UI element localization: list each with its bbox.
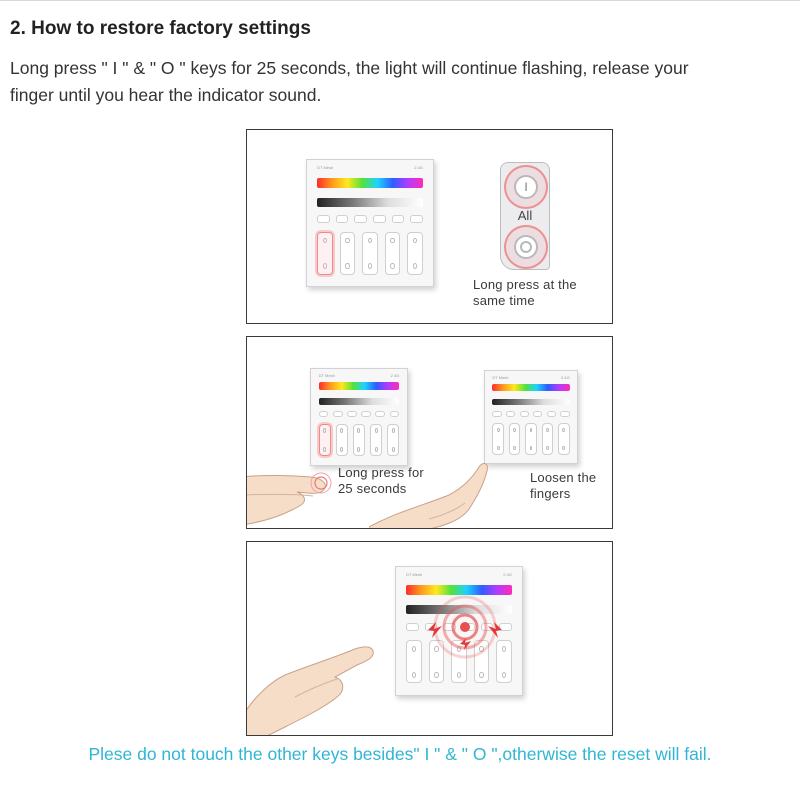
zone-key-all-highlighted [317,232,333,275]
mode-key [390,411,400,417]
panel-title: DT Mesh [318,372,335,378]
zone-key [509,423,521,454]
step-2-caption-right-line-1: Loosen the [530,470,597,485]
on-key [514,175,538,199]
warning-note: Plese do not touch the other keys besides" I " & " O ",otherwise the reset will fail. [88,744,712,764]
step-1-caption-line-2: same time [473,293,535,308]
mode-key [492,411,501,417]
mode-key [375,411,385,417]
zone-key [542,423,554,454]
zone-key [558,423,570,454]
instruction-line-1: Long press " I " & " O " keys for 25 seconds, the light will continue flashing, release your [10,58,689,78]
wall-panel-released [484,370,578,464]
zone-key [385,232,401,275]
step-1-caption-line-1: Long press at the [473,277,577,292]
zone-key [340,232,356,275]
hand-away-icon [246,637,385,736]
mode-key [317,215,330,223]
step-1-caption [473,277,577,309]
panel-brand: 2.4G [414,165,423,171]
step-2-caption-left-line-2: 25 seconds [338,481,407,496]
zone-key [353,424,365,457]
mode-key [361,411,371,417]
color-slider [492,384,569,391]
mode-key [354,215,367,223]
step-2-caption-left-line-1: Long press for [338,465,424,480]
top-divider [0,0,800,1]
step-3-illustration [246,541,613,736]
mode-key [520,411,529,417]
color-slider [317,178,423,188]
section-title: 2. How to restore factory settings [10,18,311,39]
panel-title: DT Mesh [317,165,334,171]
mode-keys [492,411,569,417]
mode-key [547,411,556,417]
panel-brand: 2.4G [503,572,512,578]
mode-keys [317,215,423,223]
zone-key [492,423,504,454]
panel-title: DT Mesh [492,374,509,380]
step-2-caption-right [530,470,596,502]
panel-brand: 2.4G [560,374,570,380]
zone-key [387,424,399,457]
brightness-slider [317,198,423,207]
pressing-hand-icon [246,417,351,527]
mode-key [336,215,349,223]
remote-key-closeup [500,162,550,270]
step-1-illustration [246,129,613,324]
mode-key [533,411,542,417]
panel-title: DT Mesh [406,572,423,578]
zone-keys [492,423,569,454]
instruction-line-2: finger until you hear the indicator sound. [10,85,322,105]
mode-key [560,411,569,417]
off-key [514,235,538,259]
brightness-slider [492,399,569,405]
step-2-caption-left [338,465,424,497]
zone-key [407,232,423,275]
step-2-illustration [246,336,613,529]
remote-key-label: All [517,208,533,223]
step-2-caption-right-line-2: fingers [530,486,571,501]
instruction-text [10,55,790,109]
zone-key [525,423,537,454]
wall-panel [306,159,434,287]
color-slider [319,382,400,390]
zone-key [370,424,382,457]
zone-keys [317,232,423,275]
panel-brand: 2.4G [390,372,400,378]
flashing-indicator-icon [410,582,520,662]
mode-key [392,215,405,223]
mode-key [410,215,423,223]
zone-key [362,232,378,275]
on-key-label: I [524,180,528,194]
brightness-slider [319,398,400,405]
mode-key [373,215,386,223]
mode-key [506,411,515,417]
